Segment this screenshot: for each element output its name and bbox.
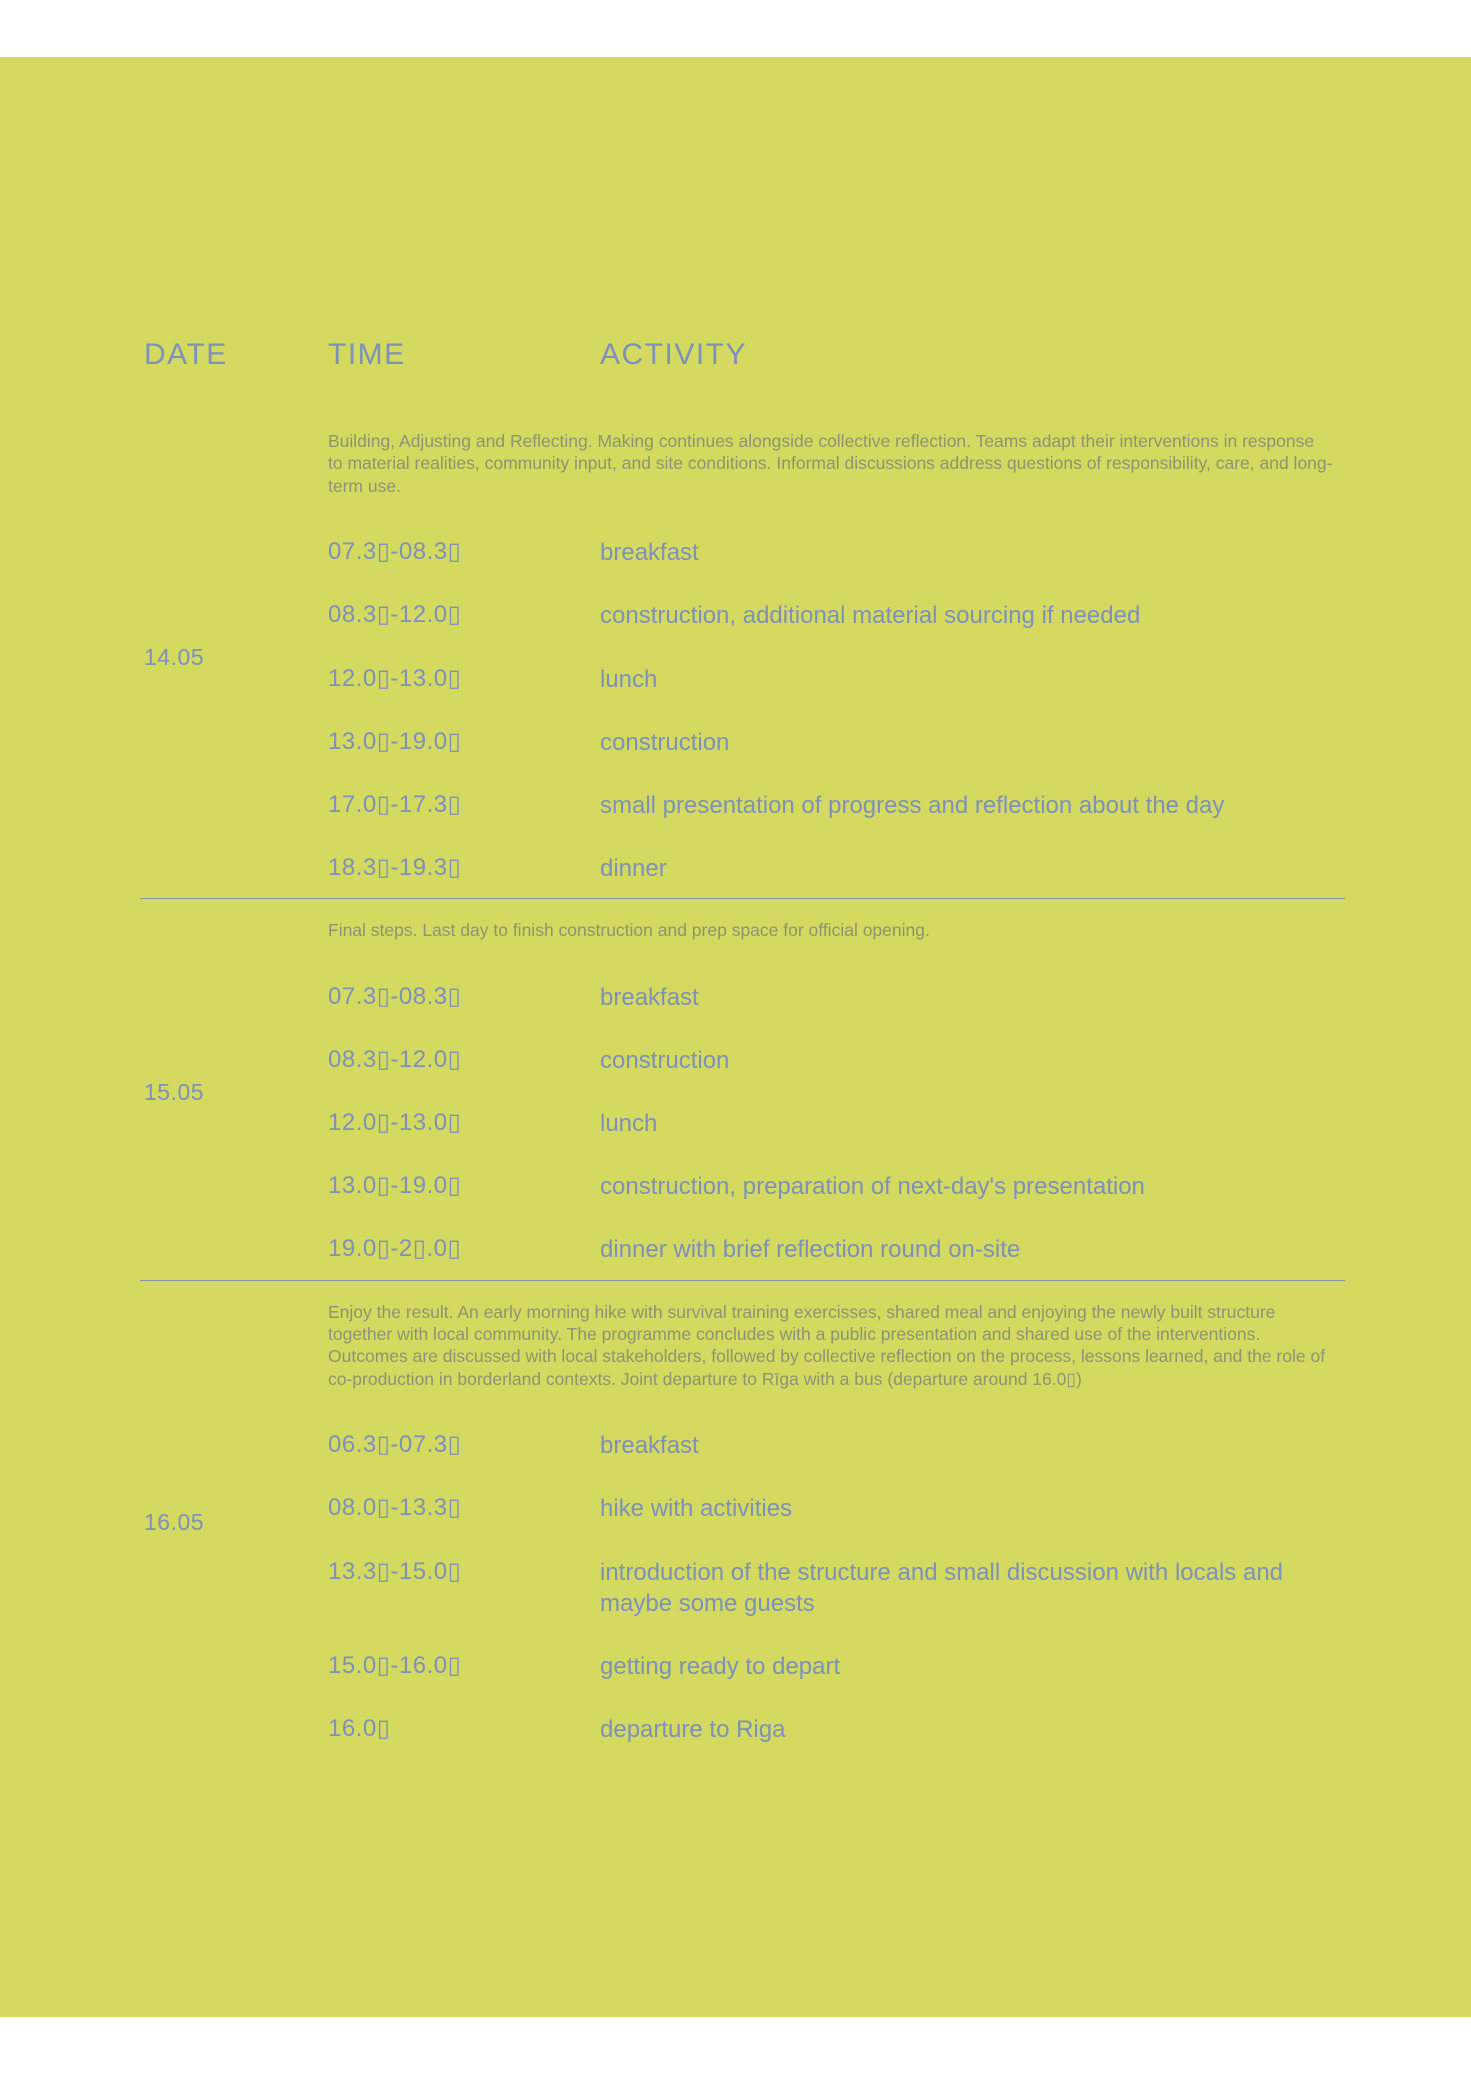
activity-cell: lunch (600, 665, 658, 693)
time-cell: 18.3▯-19.3▯ (328, 854, 462, 882)
activity-cell: departure to Riga (600, 1716, 786, 1744)
time-cell: 15.0▯-16.0▯ (328, 1651, 462, 1679)
activity-cell: construction (600, 1046, 730, 1074)
activity-cell: small presentation of progress and reflection about the day (600, 791, 1225, 819)
time-cell: 16.0▯ (328, 1715, 391, 1743)
section-description: Final steps. Last day to finish construction and prep space for official opening. (328, 920, 930, 941)
schedule-section (0, 919, 1471, 1265)
schedule-row (328, 1171, 1351, 1202)
time-cell: 19.0▯-2▯.0▯ (328, 1235, 462, 1263)
time-cell: 13.0▯-19.0▯ (328, 727, 462, 755)
schedule-sheet (0, 57, 1471, 2017)
activity-cell: hike with activities (600, 1495, 793, 1523)
column-header-time: TIME (328, 338, 406, 371)
section-rows (328, 982, 1351, 1266)
activity-cell: getting ready to depart (600, 1652, 841, 1680)
time-cell: 13.3▯-15.0▯ (328, 1557, 462, 1585)
schedule-row (328, 853, 1351, 884)
time-cell: 08.3▯-12.0▯ (328, 601, 462, 629)
column-header-activity: ACTIVITY (600, 338, 748, 371)
activity-cell: dinner with brief reflection round on-site (600, 1236, 1021, 1264)
section-content (328, 919, 1351, 1265)
time-cell: 08.0▯-13.3▯ (328, 1494, 462, 1522)
section-description: Enjoy the result. An early morning hike with survival training exercisses, shared meal and enjoying the newly built structure together with local community. The programme concludes with a public presentation and shared use of the interventions. Outcomes are discussed with local stakeholders, followed by collective reflection on the process, lessons learned, and the role of co-production in borderland contexts. Joint departure to Rīga with a bus (departure around 16.0▯) (328, 1301, 1326, 1389)
time-cell: 08.3▯-12.0▯ (328, 1045, 462, 1073)
schedule-row (328, 1234, 1351, 1265)
section-description: Building, Adjusting and Reflecting. Making continues alongside collective reflection. Teams adapt their interventions in response to material realities, community input, and site conditions. Informal discussions address questions of responsibility, care, and long-term use. (328, 431, 1333, 496)
schedule-section (0, 430, 1471, 884)
activity-cell: breakfast (600, 1432, 699, 1460)
section-divider (140, 898, 1345, 899)
schedule-row (328, 1714, 1351, 1745)
activity-cell: breakfast (600, 983, 699, 1011)
section-content (328, 430, 1351, 884)
time-cell: 12.0▯-13.0▯ (328, 1109, 462, 1137)
section-rows (328, 1430, 1351, 1745)
time-cell: 12.0▯-13.0▯ (328, 664, 462, 692)
time-cell: 07.3▯-08.3▯ (328, 982, 462, 1010)
schedule-row (328, 1651, 1351, 1682)
schedule-row (328, 1557, 1351, 1619)
activity-cell: construction (600, 728, 730, 756)
schedule-row (328, 1430, 1351, 1461)
time-cell: 06.3▯-07.3▯ (328, 1431, 462, 1459)
schedule-row (328, 664, 1351, 695)
time-cell: 13.0▯-19.0▯ (328, 1172, 462, 1200)
schedule-row (328, 727, 1351, 758)
activity-cell: introduction of the structure and small discussion with locals and maybe some guests (600, 1558, 1284, 1617)
activity-cell: lunch (600, 1110, 658, 1138)
activity-cell: breakfast (600, 539, 699, 567)
section-divider (140, 1280, 1345, 1281)
section-rows (328, 537, 1351, 884)
schedule-row (328, 790, 1351, 821)
section-content (328, 1301, 1351, 1746)
schedule-section (0, 1301, 1471, 1746)
schedule-row (328, 982, 1351, 1013)
date-label: 14.05 (144, 643, 205, 670)
date-label: 16.05 (144, 1509, 205, 1536)
column-header-date: DATE (144, 338, 228, 371)
activity-cell: construction, preparation of next-day's presentation (600, 1173, 1145, 1201)
activity-cell: construction, additional material sourcing if needed (600, 602, 1141, 630)
activity-cell: dinner (600, 855, 667, 883)
time-cell: 17.0▯-17.3▯ (328, 790, 462, 818)
schedule-row (328, 1045, 1351, 1076)
schedule-row (328, 600, 1351, 631)
sections (0, 430, 1471, 1745)
date-label: 15.05 (144, 1078, 205, 1105)
column-headers (0, 338, 1471, 372)
schedule-row (328, 1108, 1351, 1139)
schedule-row (328, 537, 1351, 568)
time-cell: 07.3▯-08.3▯ (328, 538, 462, 566)
schedule-row (328, 1493, 1351, 1524)
